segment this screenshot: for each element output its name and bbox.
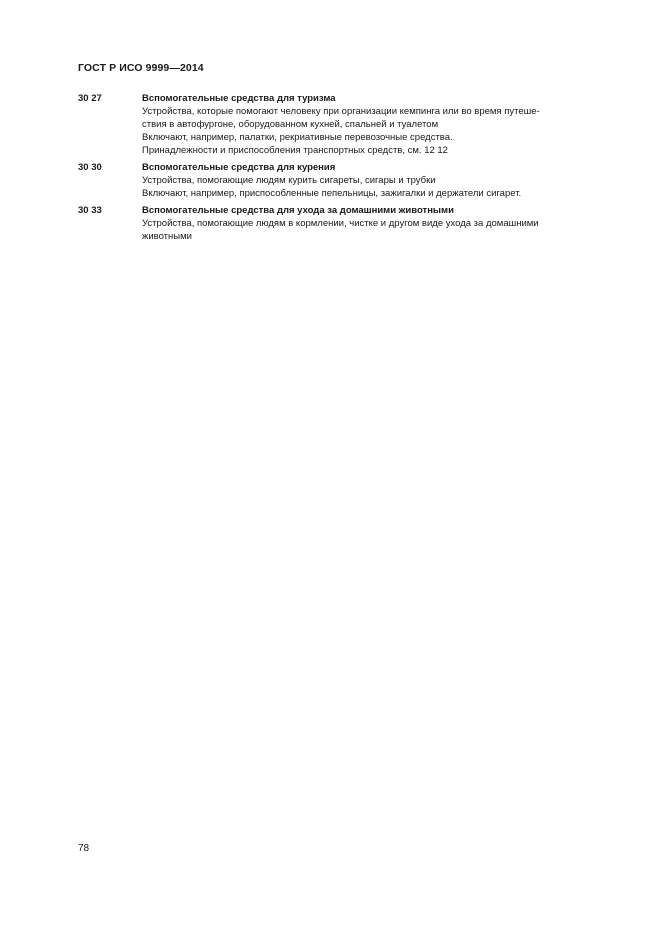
entry-title: Вспомогательные средства для туризма — [142, 93, 336, 104]
entry-text-line: Устройства, помогающие людям в кормлении, чистке и другом виде ухода за домашними — [142, 218, 539, 229]
entry-body — [142, 92, 618, 157]
entry-title: Вспомогательные средства для ухода за домашними животными — [142, 205, 454, 216]
entries-list — [78, 92, 618, 247]
entry-30-33 — [78, 204, 618, 243]
document-header: ГОСТ Р ИСО 9999—2014 — [78, 62, 204, 74]
entry-title: Вспомогательные средства для курения — [142, 162, 336, 173]
page-number: 78 — [78, 843, 90, 854]
entry-text-line: ствия в автофургоне, оборудованном кухней, спальней и туалетом — [142, 119, 439, 130]
entry-text-line: Принадлежности и приспособления транспортных средств, см. 12 12 — [142, 145, 448, 156]
entry-text-line: Включают, например, палатки, рекриативные перевозочные средства. — [142, 132, 453, 143]
entry-code: 30 27 — [78, 93, 102, 104]
entry-code: 30 33 — [78, 205, 102, 216]
entry-text-line: Устройства, которые помогают человеку при организации кемпинга или во время путеше- — [142, 106, 540, 117]
entry-30-27 — [78, 92, 618, 157]
entry-body — [142, 204, 618, 243]
entry-text-line: Включают, например, приспособленные пепельницы, зажигалки и держатели сигарет. — [142, 188, 522, 199]
entry-text-line: животными — [142, 231, 192, 242]
entry-code: 30 30 — [78, 162, 102, 173]
entry-30-30 — [78, 161, 618, 200]
entry-text-line: Устройства, помогающие людям курить сигареты, сигары и трубки — [142, 175, 436, 186]
entry-body — [142, 161, 618, 200]
